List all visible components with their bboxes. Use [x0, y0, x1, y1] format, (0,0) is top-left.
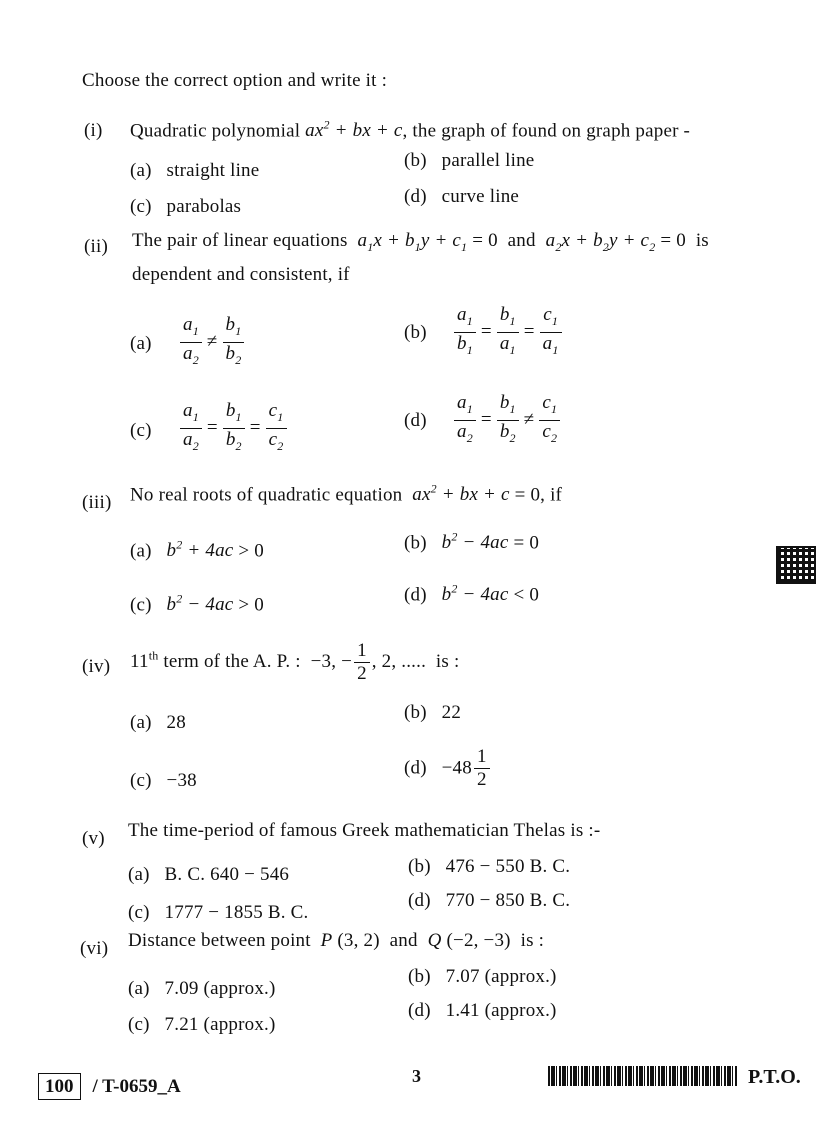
option-v-a[interactable]: (a) B. C. 640 − 546: [128, 864, 290, 885]
qr-code-icon: [776, 546, 816, 584]
barcode-icon: [548, 1066, 738, 1086]
option-iii-b[interactable]: (b) $b^2 - 4ac = 0$: [404, 530, 540, 554]
option-vi-d[interactable]: (d) 1.41 (approx.): [408, 1000, 557, 1021]
option-i-d[interactable]: (d) curve line: [404, 186, 520, 207]
option-v-b[interactable]: (b) 476 − 550 B. C.: [408, 856, 571, 877]
option-ii-a-expr[interactable]: $\frac{a_1}{a_2}$ ≠ $\frac{b_1}{b_2}$: [178, 314, 246, 371]
footer-marks-box: 100: [38, 1073, 81, 1100]
option-i-b[interactable]: (b) parallel line: [404, 150, 535, 171]
option-ii-b-expr[interactable]: $\frac{a_1}{b_1}$ = $\frac{b_1}{a_1}$ = $\frac{c_1}{a_1}$: [452, 304, 564, 361]
question-ii-number: (ii): [84, 236, 109, 257]
page-number: 3: [412, 1066, 421, 1086]
option-iv-a[interactable]: (a) 28: [130, 712, 186, 733]
option-iv-d[interactable]: (d) −48 $\frac{1}{2}$: [404, 746, 492, 791]
question-v-stem: The time-period of famous Greek mathematician Thelas is :-: [128, 820, 601, 841]
instruction: Choose the correct option and write it :: [82, 70, 388, 91]
option-vi-b[interactable]: (b) 7.07 (approx.): [408, 966, 557, 987]
question-i-stem: Quadratic polynomial $ax^2$ + bx + c, the graph of found on graph paper -: [130, 118, 691, 142]
option-iv-c[interactable]: (c) −38: [130, 770, 197, 791]
option-iv-b[interactable]: (b) 22: [404, 702, 462, 723]
question-iv-number: (iv): [82, 656, 111, 677]
footer-paper-code: / T-0659_A: [92, 1076, 181, 1097]
option-ii-d-label[interactable]: (d): [404, 410, 427, 431]
option-iii-a[interactable]: (a) $b^2 + 4ac > 0$: [130, 538, 264, 562]
option-vi-c[interactable]: (c) 7.21 (approx.): [128, 1014, 276, 1035]
option-v-c[interactable]: (c) 1777 − 1855 B. C.: [128, 902, 309, 923]
option-i-a[interactable]: (a) straight line: [130, 160, 260, 181]
option-ii-a-label[interactable]: (a): [130, 333, 152, 354]
option-ii-c-expr[interactable]: $\frac{a_1}{a_2}$ = $\frac{b_1}{b_2}$ = $\frac{c_1}{c_2}$: [178, 400, 289, 457]
question-i-number: (i): [84, 120, 103, 141]
option-ii-b-label[interactable]: (b): [404, 322, 427, 343]
option-iii-c[interactable]: (c) $b^2 - 4ac > 0$: [130, 592, 264, 616]
question-v-number: (v): [82, 828, 105, 849]
footer-code-group: [38, 1076, 181, 1098]
question-vi-number: (vi): [80, 938, 109, 959]
question-vi-stem: Distance between point P (3, 2) and Q (−2, −3) is :: [128, 930, 545, 951]
option-vi-a[interactable]: (a) 7.09 (approx.): [128, 978, 276, 999]
option-iii-d[interactable]: (d) $b^2 - 4ac < 0$: [404, 582, 540, 606]
option-v-d[interactable]: (d) 770 − 850 B. C.: [408, 890, 571, 911]
option-i-c[interactable]: (c) parabolas: [130, 196, 242, 217]
question-ii-stem-line2: dependent and consistent, if: [132, 264, 350, 285]
option-ii-d-expr[interactable]: $\frac{a_1}{a_2}$ = $\frac{b_1}{b_2}$ ≠ $\frac{c_1}{c_2}$: [452, 392, 562, 449]
question-iv-stem: 11th term of the A. P. : −3, − $\frac{1}{2}$ , 2, ..... is :: [130, 640, 460, 684]
pto-label: P.T.O.: [748, 1066, 801, 1088]
question-iii-stem: No real roots of quadratic equation $ax^2$ + bx + c = 0, if: [130, 482, 563, 506]
question-ii-stem-line1: The pair of linear equations $a_1x + b_1y + c_1 = 0$ and $a_2x + b_2y + c_2 = 0$ is: [132, 230, 709, 254]
question-iii-number: (iii): [82, 492, 112, 513]
option-ii-c-label[interactable]: (c): [130, 420, 152, 441]
